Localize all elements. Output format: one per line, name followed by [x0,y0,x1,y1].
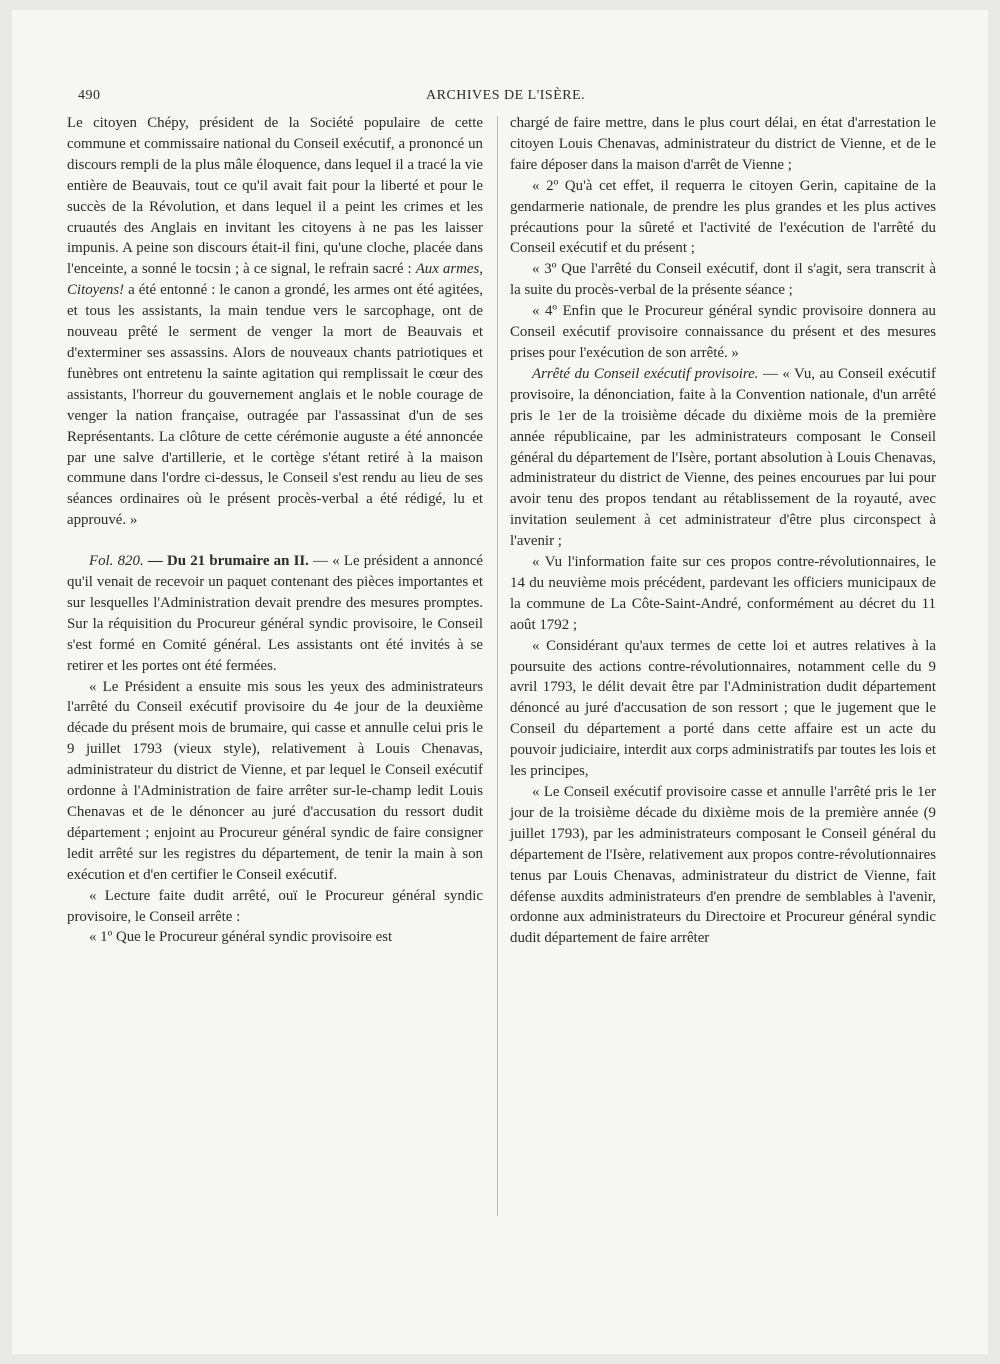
column-divider [497,116,498,1216]
right-paragraph-1: chargé de faire mettre, dans le plus court délai, en état d'arrestation le citoyen Louis Chenavas, administrateur du district de Vienne, et de le faire déposer dans la maison d'arrêt de Vienne ; [510,115,936,173]
text-run: Le citoyen Chépy, président de la Société populaire de cette commune et commissaire national du Conseil exécutif, a prononcé un discours rempli de la plus mâle éloquence, dans lequel il a tracé la vie entière de Beauvais, tout ce qu'il avait fait pour la liberté et pour le succès de la Révolution, et dans lequel il a peint les crimes et les cruautés des Anglais en invitant les citoyens à ne pas les laisser impunis. A peine son discours était-il fini, qu'une cloche, placée dans l'enceinte, a sonné le tocsin ; à ce signal, le refrain sacré : [67,115,483,278]
session-date: — Du 21 brumaire an II. [147,553,309,570]
right-paragraph-4: « 4º Enfin que le Procureur général syndic provisoire donnera au Conseil exécutif provisoire connaissance du présent et des mesures prises pour l'exécution de son arrêté. » [510,303,936,361]
left-paragraph-5: « 1º Que le Procureur général syndic provisoire est [89,929,393,946]
right-paragraph-2: « 2º Qu'à cet effet, il requerra le citoyen Gerin, capitaine de la gendarmerie nationale, de prendre les plus grandes et les plus actives précautions pour la sûreté et l'activité de l'exécution de l'arrêté du Conseil exécutif et du présent ; [510,177,936,257]
right-paragraph-6: « Vu l'information faite sur ces propos contre-révolutionnaires, le 14 du neuvième mois précédent, pardevant les officiers municipaux de la commune de La Côte-Saint-André, conformément au décret du 11 août 1792 ; [510,554,936,633]
italic-text: Aux armes, Citoyens! [67,261,483,299]
running-title: ARCHIVES DE L'ISÈRE. [426,88,586,103]
text-run: a été entonné : le canon a grondé, les armes ont été agitées, et tous les assistants, la main tendue vers le sarcophage, ont de nouveau prêté le serment de venger la mort de Beauvais et d'exterminer ses assassins. Alors de nouveaux chants patriotiques et funèbres ont entretenu la sainte agitation qui remplissait le cœur des assistants, l'horreur du gouvernement anglais et le noble courage de venger la nation française, outragée par l'assassinat d'un de ses Représentants. La clôture de cette cérémonie auguste a été annoncée par une salve d'artillerie, et le cortège s'étant retiré à la maison commune dans l'ordre ci-dessus, le Conseil s'est rendu au lieu de ses séances ordinaires où le présent procès-verbal a été rédigé, lu et approuvé. » [67,282,483,529]
right-paragraph-5 [510,364,936,552]
left-column [67,113,483,948]
left-paragraph-1 [67,113,483,531]
text-run: — « Le président a annoncé qu'il venait de recevoir un paquet contenant des pièces importantes et sur lesquelles l'Administration devait prendre des mesures promptes. Sur la réquisition du Procureur général syndic provisoire, le Conseil s'est formé en Comité général. Les assistants ont été invités à se retirer et les portes ont été fermées. [67,553,483,674]
text-run: — « Vu, au Conseil exécutif provisoire, la dénonciation, faite à la Convention nationale, d'un arrêté pris le 1er de la troisième décade du dixième mois de la première année républicaine, par les administrateurs composant le Conseil général du département de l'Isère, portant absolution à Louis Chenavas, administrateur du district de Vienne, des peines encourues par lui pour avoir tenu des propos tendant au rétablissement de la royauté, avec invitation seulement à cet administrateur d'être plus circonspect à l'avenir ; [510,365,936,550]
page-header [78,88,613,108]
page-number: 490 [78,88,101,103]
section-heading: Arrêté du Conseil exécutif provisoire. [532,365,759,382]
right-column [510,113,936,949]
left-paragraph-3: « Le Président a ensuite mis sous les yeux des administrateurs l'arrêté du Conseil exécutif provisoire du 4e jour de la deuxième décade du présent mois de brumaire, qui casse et annulle celui pris le 9 juillet 1793 (vieux style), relativement à Louis Chenavas, administrateur du district de Vienne, et par lequel le Conseil exécutif ordonne à l'Administration de faire arrêter sur-le-champ ledit Louis Chenavas et de le dénoncer au juré d'accusation du ressort dudit département ; enjoint au Procureur général syndic de faire consigner ledit arrêté sur les registres du département, de tenir la main à son exécution et d'en certifier le Conseil exécutif. [67,678,483,883]
right-paragraph-7: « Considérant qu'aux termes de cette loi et autres relatives à la poursuite des actions contre-révolutionnaires, notamment celle du 9 avril 1793, le délit devait être par l'Administration dudit département dénoncé au juré d'accusation de son ressort ; que le jugement que le Conseil du département a porté dans cette affaire est un acte du pouvoir judiciaire, interdit aux corps administratifs par toutes les lois et les principes, [510,637,936,780]
right-paragraph-8: « Le Conseil exécutif provisoire casse et annulle l'arrêté pris le 1er jour de la troisième décade du dixième mois de la première année (9 juillet 1793), par les administrateurs composant le Conseil général du département de l'Isère, relativement aux propos contre-révolutionnaires tenus par Louis Chenavas, administrateur du district de Vienne, fait défense auxdits administrateurs d'en prendre de semblables à l'avenir, ordonne aux administrateurs du Directoire et Procureur général syndic dudit département de faire arrêter [510,784,936,947]
left-paragraph-4: « Lecture faite dudit arrêté, ouï le Procureur général syndic provisoire, le Conseil arrête : [67,887,483,925]
right-paragraph-3: « 3º Que l'arrêté du Conseil exécutif, dont il s'agit, sera transcrit à la suite du procès-verbal de la présente séance ; [510,261,936,299]
folio-label: Fol. 820. [89,553,144,570]
left-paragraph-2 [67,551,483,676]
